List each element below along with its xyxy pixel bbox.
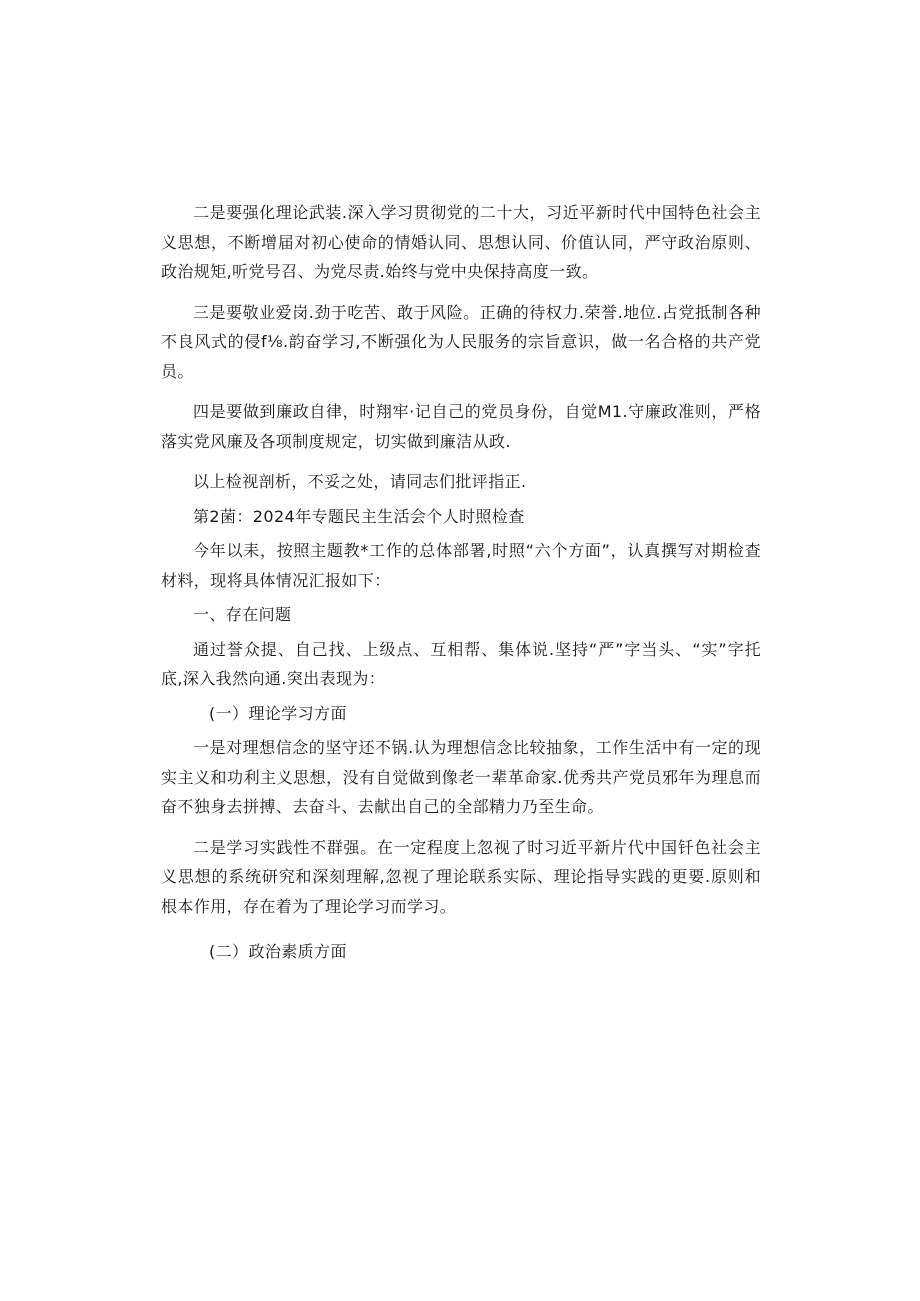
subheading-theory-study: (一）理论学习方面 <box>209 703 347 723</box>
paragraph-integrity: 四是要做到廉政自律，时翔牢·记自己的党员身份，自觉M1.守廉政准则，严格落实党风廉及各项制度规定，切实做到廉洁从政. <box>161 402 761 451</box>
paragraph-dedication: 三是要敬业爱岗.劲于吃苦、敢于风险。正确的待权力.荣誉.地位.占党抵制各种不良风式的侵f⅛.韵奋学习,不断强化为人民服务的宗旨意识，做一名合格的共产党员。 <box>161 302 761 381</box>
document-body <box>161 198 761 967</box>
section-title-part-2: 第2菌：2024年专题民主生活会个人时照检查 <box>193 506 525 526</box>
paragraph-theory-armament: 二是要强化理论武装.深入学习贯彻党的二十大，习近平新时代中国特色社会主义思想，不断增届对初心使命的情婚认同、思想认同、价值认同，严守政治原则、政治规矩,听党号召、为党尽责.始终与党中央保持高度一致。 <box>161 203 761 281</box>
paragraph-closing-remark: 以上检视剖析，不妥之处，请同志们批评指正. <box>193 472 527 491</box>
subheading-political-quality: (二）政治素质方面 <box>209 942 347 961</box>
paragraph-problem-overview: 通过誉众提、自己找、上级点、互相帮、集体说.坚持“严”字当头、“实”字托底,深入我然向通.突出表现为： <box>161 639 761 688</box>
paragraph-introduction: 今年以耒，按照主题教*工作的总体部署,时照“六个方面”，认真撰写对期检查材料，现将具体情况汇报如下： <box>161 541 761 590</box>
paragraph-study-practice: 二是学习实践性不群强。在一定程度上忽视了时习近平新片代中国钎色社会主义思想的系统研究和深刻理解,忽视了理论联系实际、理论指导实践的更要.原则和根本作用，存在着为了理论学习而学习。 <box>161 837 761 916</box>
paragraph-ideals-belief: 一是对理想信念的坚守还不锅.认为理想信念比较抽象，工作生活中有一定的现实主义和功利主义思想，没有自觉做到像老一辈革命家.优秀共产党员邪年为理息而奋不独身去拼搏、去奋斗、去献出自己的全部精力乃至生命。 <box>161 738 761 816</box>
heading-existing-problems: 一、存在问题 <box>193 605 292 624</box>
